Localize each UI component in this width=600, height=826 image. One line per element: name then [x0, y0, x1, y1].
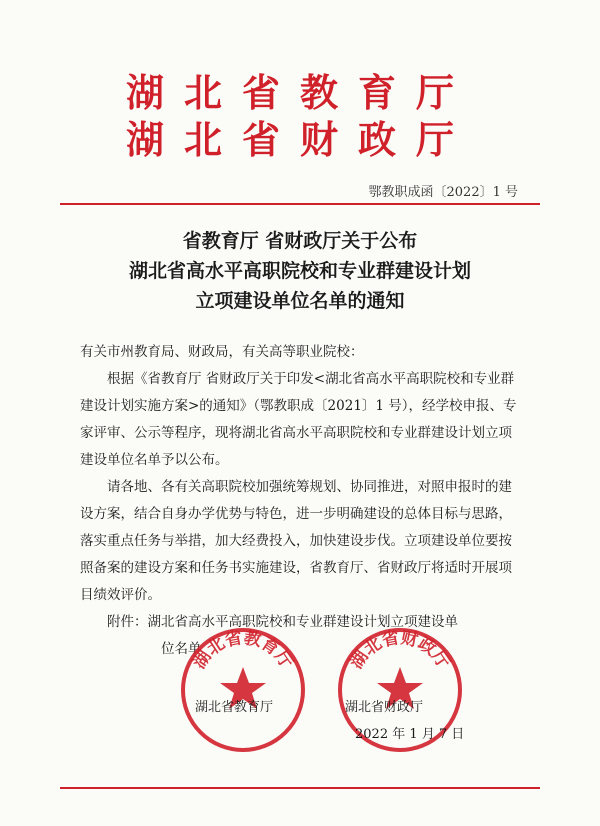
signer-education: 湖北省教育厅	[195, 700, 274, 715]
svg-text:湖北省财政厅	[346, 627, 454, 672]
seal1-text: 湖北省教育厅	[189, 628, 297, 673]
svg-text:湖北省教育厅	[189, 627, 297, 672]
issue-date: 2022 年 1 月 7 日	[355, 727, 465, 742]
red-divider-bottom	[60, 787, 540, 789]
signer-finance: 湖北省财政厅	[345, 700, 424, 715]
attachment-label: 附件：	[107, 614, 148, 630]
attachment-text-continued: 位名单	[161, 641, 202, 657]
red-divider-top	[60, 203, 540, 205]
body-paragraph-2: 请各地、各有关高职院校加强统筹规划、协同推进，对照申报时的建设方案，结合自身办学优势与特色，进一步明确建设的总体目标与思路，落实重点任务与举措，加大经费投入，加快建设步伐。立项建设单位要按照备案的建设方案和任务书实施建设，省教育厅、省财政厅将适时开展项目绩效评价。	[80, 479, 512, 603]
salutation: 有关市州教育局、财政局，有关高等职业院校：	[80, 344, 364, 360]
title-line-1: 省教育厅 省财政厅关于公布	[182, 230, 418, 252]
attachment-text: 湖北省高水平高职院校和专业群建设计划立项建设单	[147, 614, 458, 630]
title-line-3: 立项建设单位名单的通知	[195, 290, 405, 312]
document-body	[80, 339, 520, 663]
signature-block	[0, 690, 600, 750]
issuer-line-finance: 湖北省财政厅	[125, 117, 474, 162]
document-number: 鄂教职成函〔2022〕1 号	[368, 185, 518, 200]
body-paragraph-1: 根据《省教育厅 省财政厅关于印发<湖北省高水平高职院校和专业群建设计划实施方案>的通知》（鄂教职成〔2021〕1 号），经学校申报、专家评审、公示等程序，现将湖北省高水平高职院校和专业群建设计划立项建设单位名单予以公布。	[80, 371, 517, 468]
issuer-line-education: 湖北省教育厅	[125, 70, 474, 115]
seal2-text: 湖北省财政厅	[346, 628, 454, 673]
document-title	[0, 226, 600, 316]
title-line-2: 湖北省高水平高职院校和专业群建设计划	[128, 260, 471, 282]
